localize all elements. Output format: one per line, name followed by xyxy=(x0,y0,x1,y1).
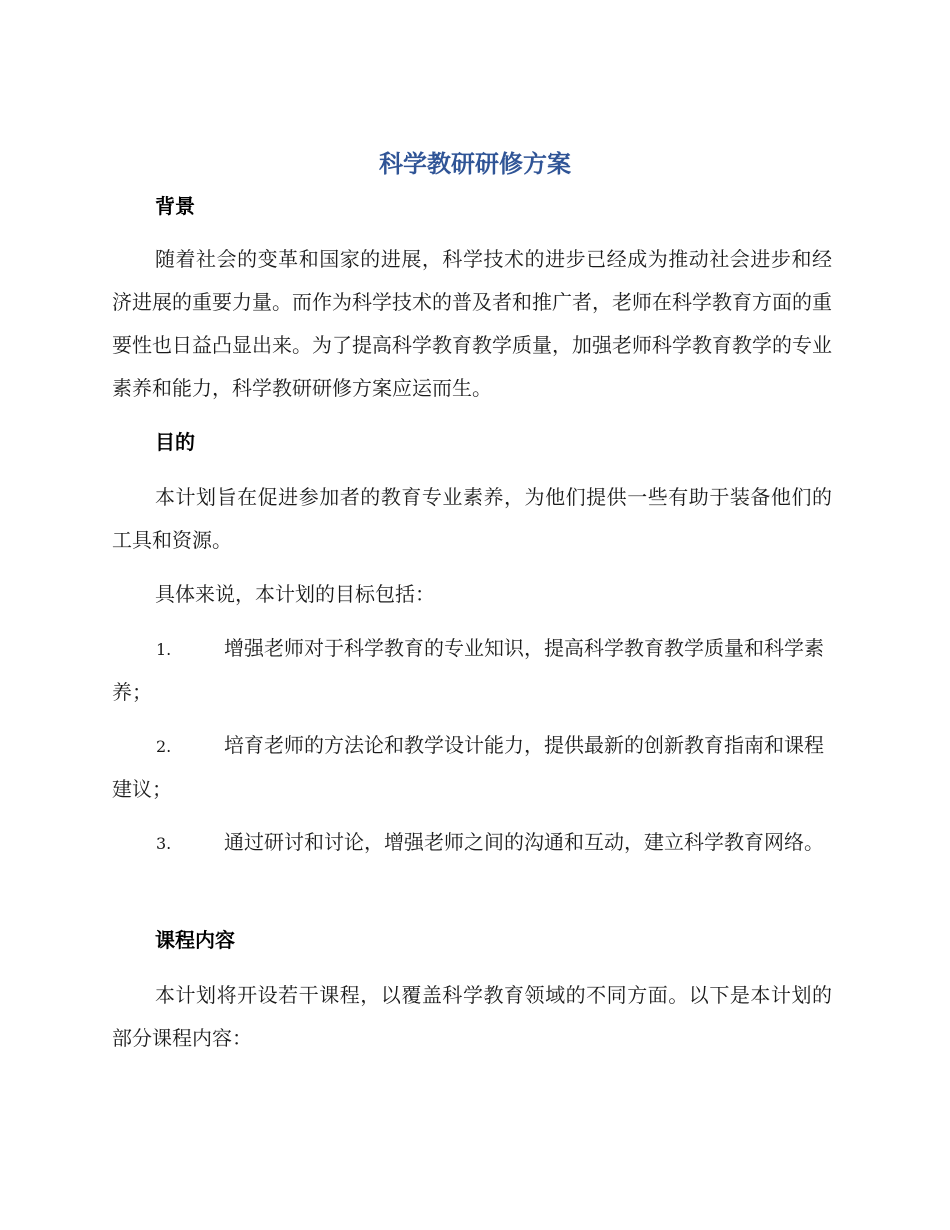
list-item-text: 培育老师的方法论和教学设计能力，提供最新的创新教育指南和课程建议； xyxy=(112,733,824,801)
list-item xyxy=(112,821,832,865)
goals-intro-paragraph: 具体来说，本计划的目标包括： xyxy=(155,582,435,606)
list-item-text: 通过研讨和讨论，增强老师之间的沟通和互动，建立科学教育网络。 xyxy=(224,830,824,854)
list-item-number: 2. xyxy=(156,737,172,756)
list-item-number: 3. xyxy=(156,834,172,853)
heading-courses: 课程内容 xyxy=(155,928,235,952)
heading-background: 背景 xyxy=(155,194,195,218)
courses-paragraph: 本计划将开设若干课程，以覆盖科学教育领域的不同方面。以下是本计划的部分课程内容： xyxy=(112,983,832,1050)
document-title: 科学教研研修方案 xyxy=(379,150,571,178)
list-item xyxy=(112,627,832,714)
heading-purpose: 目的 xyxy=(155,430,195,454)
background-paragraph: 随着社会的变革和国家的进展，科学技术的进步已经成为推动社会进步和经济进展的重要力量。而作为科学技术的普及者和推广者，老师在科学教育方面的重要性也日益凸显出来。为了提高科学教育教学质量，加强老师科学教育教学的专业素养和能力，科学教研研修方案应运而生。 xyxy=(112,247,832,400)
purpose-paragraph: 本计划旨在促进参加者的教育专业素养，为他们提供一些有助于装备他们的工具和资源。 xyxy=(112,485,832,552)
list-item-text: 增强老师对于科学教育的专业知识，提高科学教育教学质量和科学素养； xyxy=(112,636,824,704)
list-item-number: 1. xyxy=(156,640,172,659)
list-item xyxy=(112,724,832,811)
